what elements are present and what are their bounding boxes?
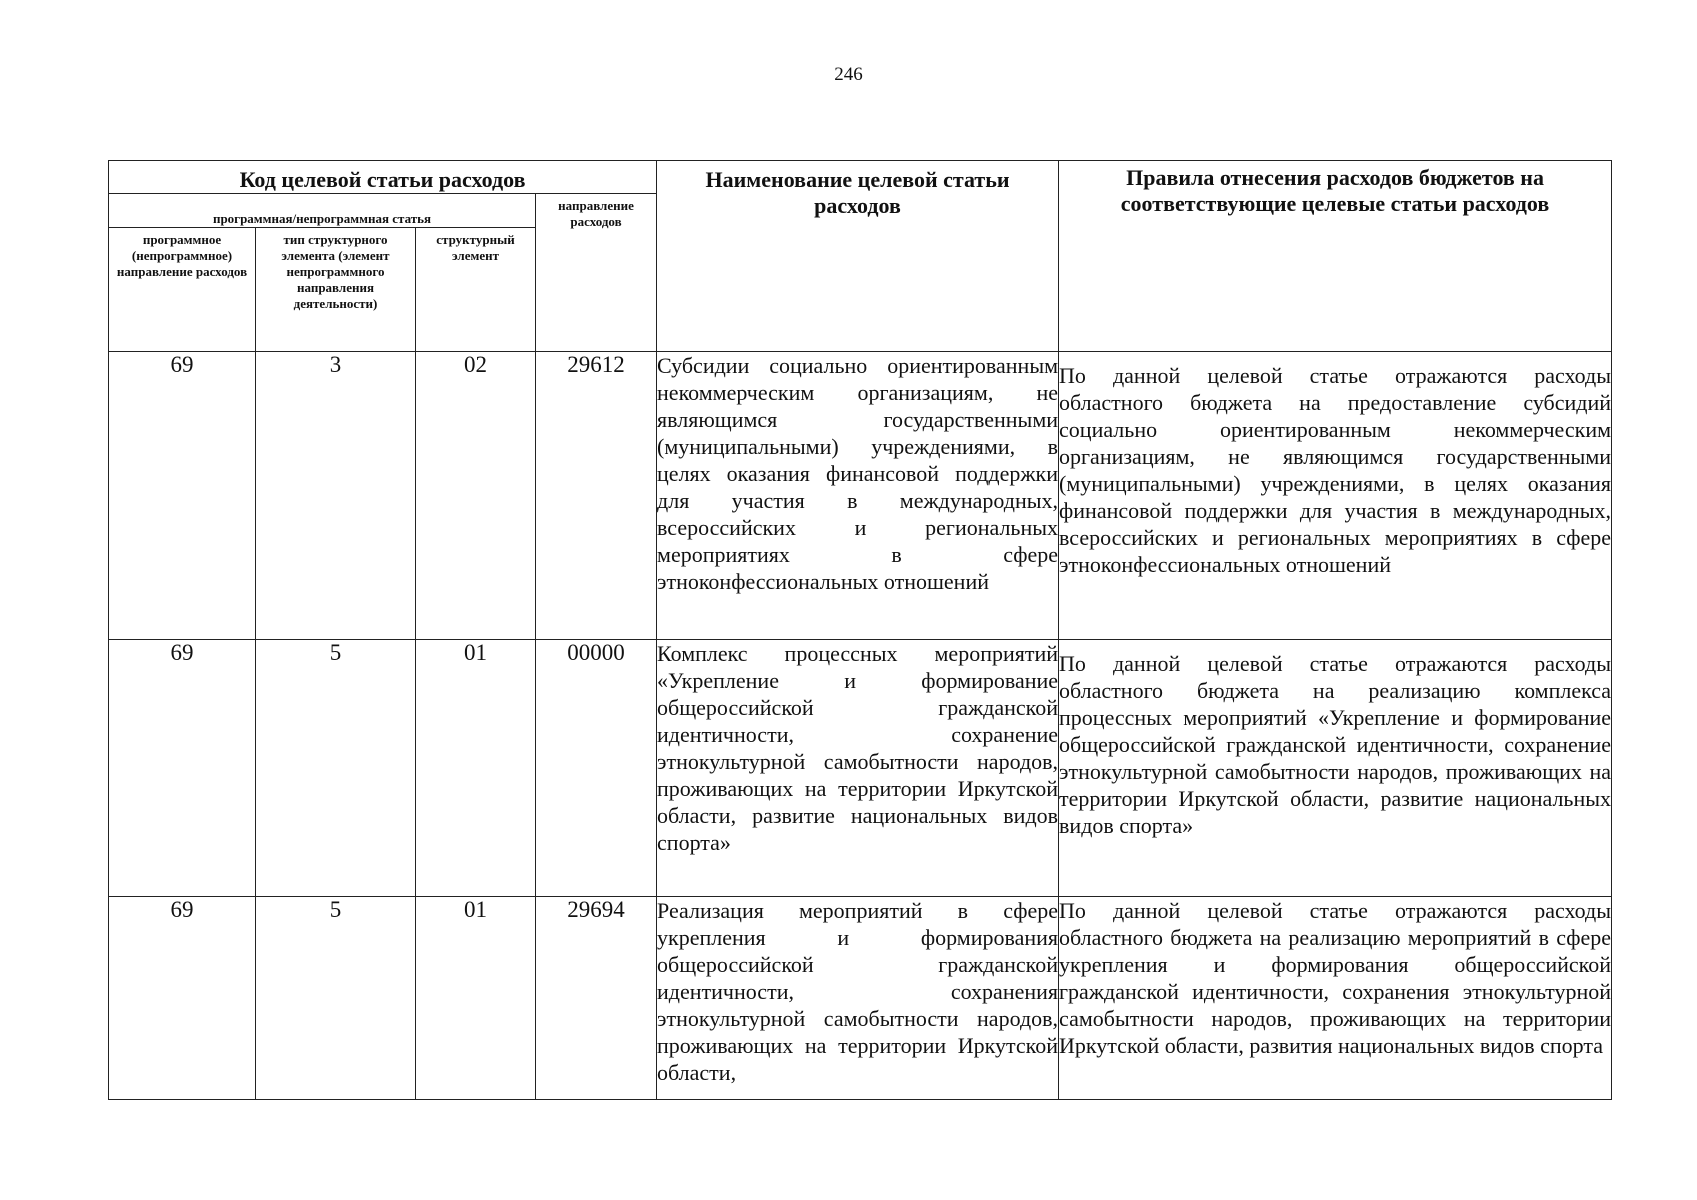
cell-struct: 02 (416, 352, 536, 640)
table-row (109, 640, 1612, 897)
cell-rule: По данной целевой статье отражаются расходы областного бюджета на реализацию комплекса процессных мероприятий «Укрепление и формирование общероссийской гражданской идентичности, сохранение этнокультурной самобытности народов, проживающих на территории Иркутской области, развитие национальных видов спорта» (1059, 640, 1612, 897)
cell-name: Субсидии социально ориентированным некоммерческим организациям, не являющимся государственными (муниципальными) учреждениями, в целях оказания финансовой поддержки для участия в международных, всероссийских и региональных мероприятиях в сфере этноконфессиональных отношений (657, 352, 1059, 640)
cell-name: Комплекс процессных мероприятий «Укрепление и формирование общероссийской гражданской идентичности, сохранение этнокультурной самобытности народов, проживающих на территории Иркутской области, развитие национальных видов спорта» (657, 640, 1059, 897)
page-number: 246 (834, 64, 863, 85)
header-struct-elem: структурный элемент (416, 227, 536, 352)
cell-prog: 69 (109, 352, 256, 640)
cell-prog: 69 (109, 897, 256, 1100)
header-name: Наименование целевой статьи расходов (657, 161, 1059, 352)
header-kod: Код целевой статьи расходов (109, 161, 657, 194)
budget-classification-table (108, 160, 1612, 1100)
cell-napr: 29694 (536, 897, 657, 1100)
cell-name (657, 897, 1059, 1100)
cell-tip: 5 (256, 897, 416, 1100)
cell-tip: 3 (256, 352, 416, 640)
header-row-1 (109, 161, 1612, 194)
cell-napr: 29612 (536, 352, 657, 640)
table-row (109, 897, 1612, 1100)
header-programmnaya: программная/непрограммная статья (109, 194, 536, 227)
cell-name-text: Реализация мероприятий в сфере укрепления и формирования общероссийской гражданской идентичности, сохранения этнокультурной самобытности народов, проживающих на территории Иркутской области, (657, 898, 1059, 1086)
header-napravlenie: направление расходов (536, 194, 657, 352)
cell-prog: 69 (109, 640, 256, 897)
header-rules: Правила отнесения расходов бюджетов на соответствующие целевые статьи расходов (1059, 161, 1612, 352)
cell-tip: 5 (256, 640, 416, 897)
cell-struct: 01 (416, 897, 536, 1100)
cell-rule: По данной целевой статье отражаются расходы областного бюджета на предоставление субсидий социально ориентированным некоммерческим организациям, не являющимся государственными (муниципальными) учреждениями, в целях оказания финансовой поддержки для участия в международных, всероссийских и региональных мероприятиях в сфере этноконфессиональных отношений (1059, 352, 1612, 640)
header-tip-elem: тип структурного элемента (элемент непрограммного направления деятельности) (256, 227, 416, 352)
header-prog-napr: программное (непрограммное) направление расходов (109, 227, 256, 352)
cell-rule: По данной целевой статье отражаются расходы областного бюджета на реализацию мероприятий в сфере укрепления и формирования общероссийской гражданской идентичности, сохранения этнокультурной самобытности народов, проживающих на территории Иркутской области, развития национальных видов спорта (1059, 897, 1612, 1100)
table-row (109, 352, 1612, 640)
cell-napr: 00000 (536, 640, 657, 897)
cell-struct: 01 (416, 640, 536, 897)
